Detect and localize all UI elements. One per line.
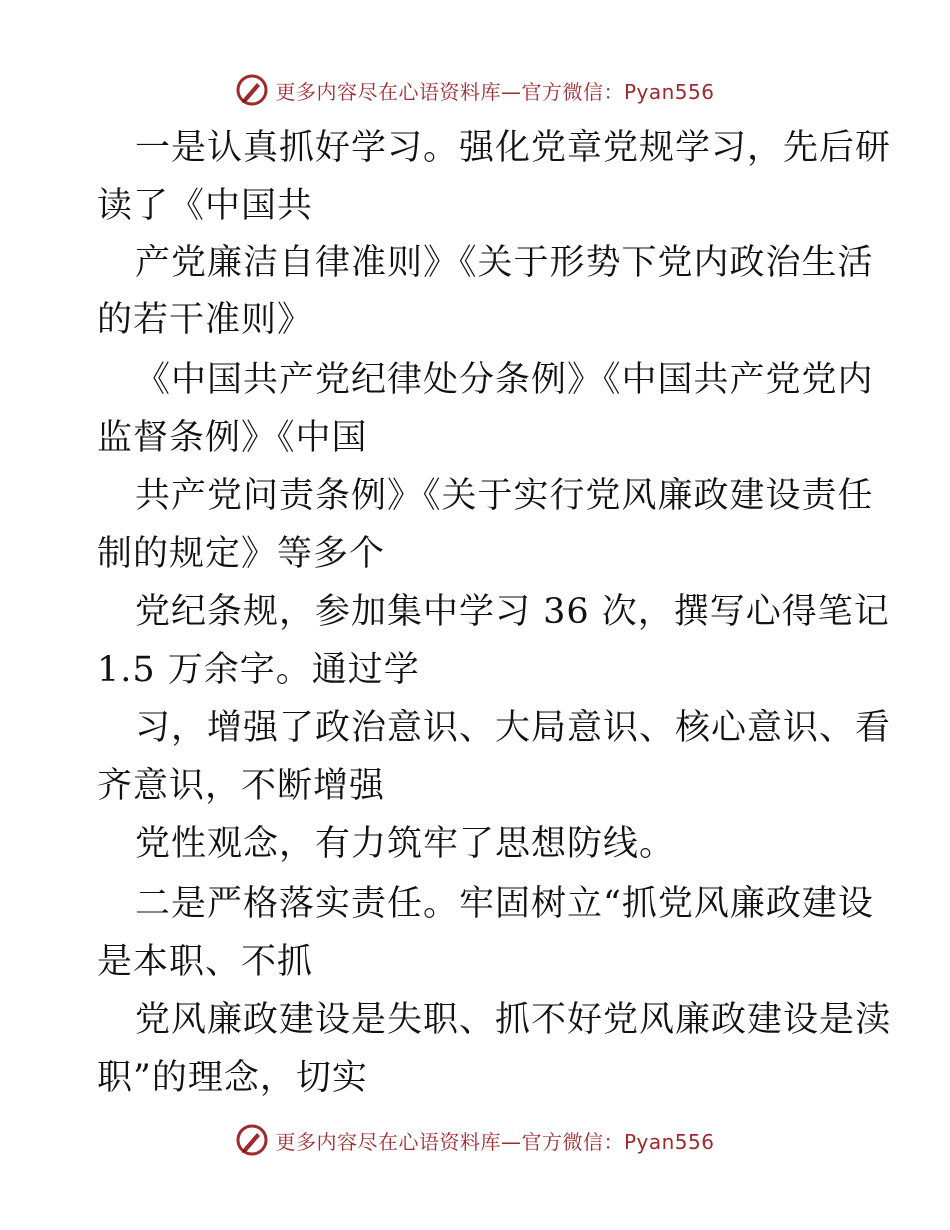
banner-text: 更多内容尽在心语资料库—官方微信：Pyan556	[275, 1129, 715, 1154]
text-line: 党纪条规，参加集中学习 36 次，撰写心得笔记	[135, 592, 890, 632]
footer-banner	[0, 1120, 950, 1160]
text-line: 党风廉政建设是失职、抓不好党风廉政建设是渎	[135, 1000, 892, 1040]
text-line: 习，增强了政治意识、大局意识、核心意识、看	[135, 708, 892, 748]
text-line: 监督条例》《中国	[97, 418, 368, 458]
text-line: 读了《中国共	[97, 186, 314, 226]
text-line: 的若干准则》	[97, 300, 314, 340]
text-line: 产党廉洁自律准则》《关于形势下党内政治生活	[135, 243, 874, 283]
header-banner	[0, 70, 950, 110]
pen-logo-icon	[235, 1123, 269, 1157]
text-line: 二是严格落实责任。牢固树立“抓党风廉政建设	[135, 884, 874, 924]
text-line: 制的规定》等多个	[97, 534, 386, 574]
text-line: 党性观念，有力筑牢了思想防线。	[135, 824, 676, 864]
text-line: 职”的理念，切实	[97, 1058, 368, 1098]
text-line: 一是认真抓好学习。强化党章党规学习，先后研	[135, 128, 892, 168]
banner-text: 更多内容尽在心语资料库—官方微信：Pyan556	[275, 79, 715, 104]
text-line: 齐意识，不断增强	[97, 766, 386, 806]
text-line: 是本职、不抓	[97, 942, 314, 982]
pen-logo-icon	[235, 73, 269, 107]
text-line: 《中国共产党纪律处分条例》《中国共产党党内	[135, 360, 874, 400]
text-line: 1.5 万余字。通过学	[97, 650, 420, 690]
text-line: 共产党问责条例》《关于实行党风廉政建设责任	[135, 476, 874, 516]
